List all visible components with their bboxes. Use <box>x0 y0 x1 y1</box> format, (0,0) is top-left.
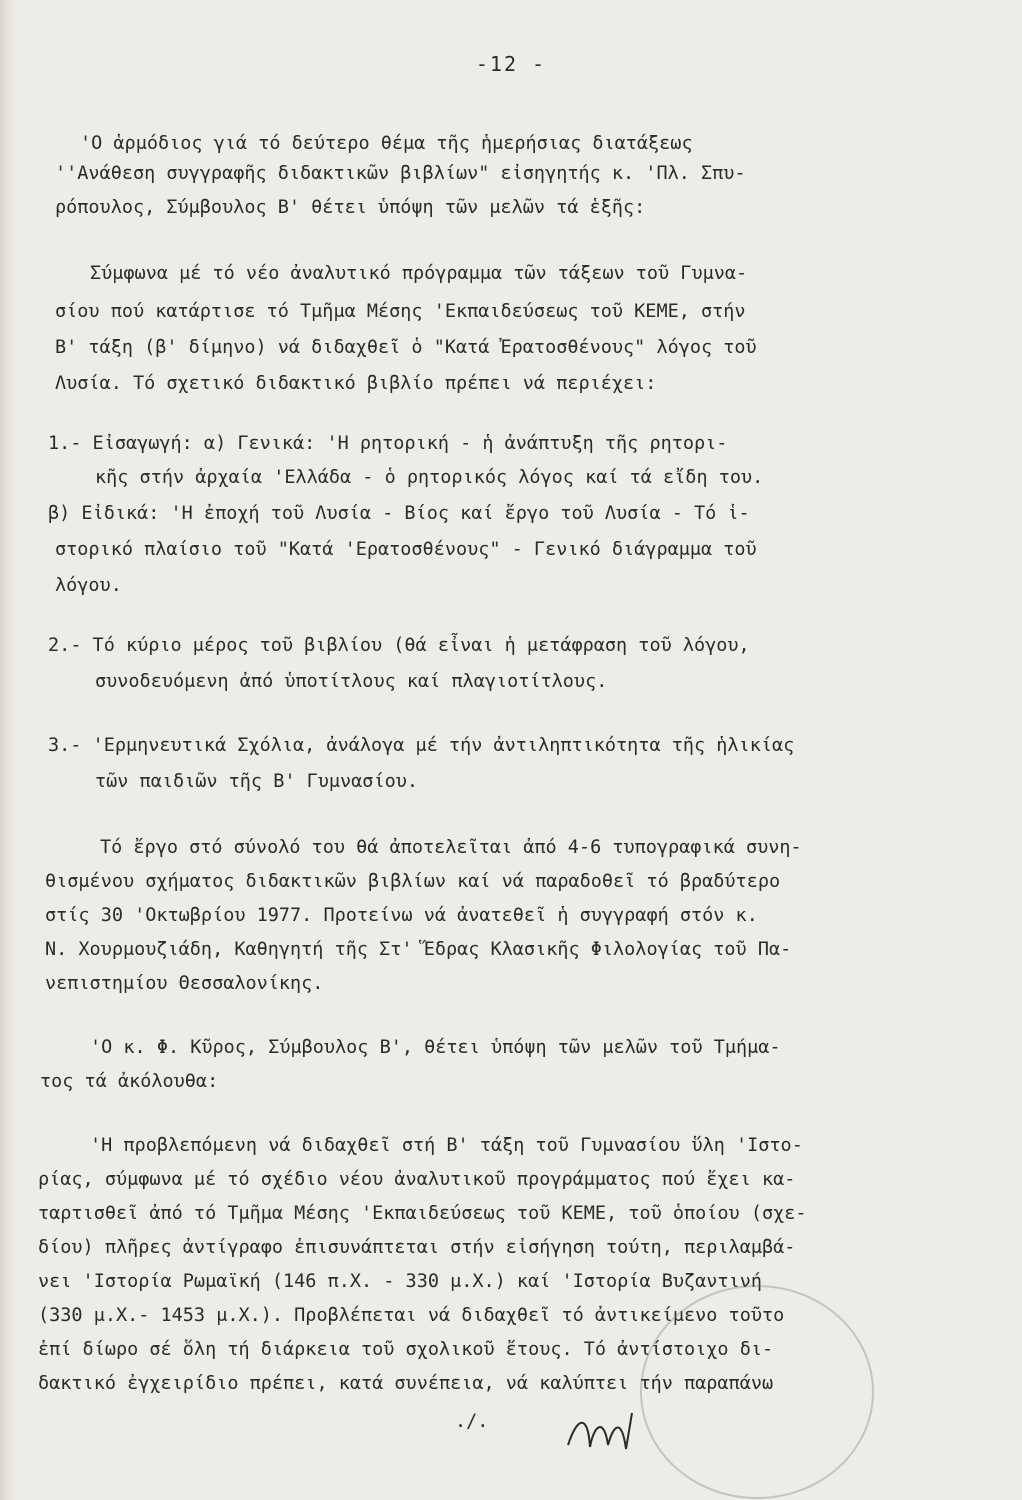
text-line: ρόπουλος, Σύμβουλος Β' θέτει ὑπόψη τῶν μελῶν τά ἑξῆς: <box>55 197 646 218</box>
text-line: κῆς στήν ἀρχαία 'Ελλάδα - ὁ ρητορικός λόγος καί τά εἴδη του. <box>95 467 764 488</box>
text-line: ρίας, σύμφωνα μέ τό σχέδιο νέου ἀναλυτικοῦ προγράμματος πού ἔχει κα- <box>38 1169 796 1190</box>
text-line: 'Ο κ. Φ. Κῦρος, Σύμβουλος Β', θέτει ὑπόψη τῶν μελῶν τοῦ Τμήμα- <box>90 1037 781 1058</box>
text-line: νεπιστημίου Θεσσαλονίκης. <box>45 973 324 994</box>
text-line: σίου πού κατάρτισε τό Τμῆμα Μέσης 'Εκπαιδεύσεως τοῦ ΚΕΜΕ, στήν <box>55 301 746 322</box>
text-line: συνοδευόμενη ἀπό ὑποτίτλους καί πλαγιοτίτλους. <box>95 671 608 692</box>
text-line: 'Ο ἁρμόδιος γιά τό δεύτερο θέμα τῆς ἡμερήσιας διατάξεως <box>80 133 693 154</box>
text-line: τος τά ἀκόλουθα: <box>40 1071 219 1092</box>
signature-mark <box>560 1405 650 1465</box>
text-line: στίς 30 'Οκτωβρίου 1977. Προτείνω νά ἀνατεθεῖ ἡ συγγραφή στόν κ. <box>45 905 758 926</box>
text-line: Β' τάξη (β' δίμηνο) νά διδαχθεῖ ὁ "Κατά Ἐρατοσθένους" λόγος τοῦ <box>55 337 757 358</box>
text-line: 2.- Τό κύριο μέρος τοῦ βιβλίου (θά εἶναι ἡ μετάφραση τοῦ λόγου, <box>48 635 750 656</box>
text-line: Σύμφωνα μέ τό νέο ἀναλυτικό πρόγραμμα τῶν τάξεων τοῦ Γυμνα- <box>90 263 748 284</box>
text-line: ''Ανάθεση συγγραφῆς διδακτικῶν βιβλίων" εἰσηγητής κ. 'Πλ. Σπυ- <box>55 163 746 184</box>
text-line: στορικό πλαίσιο τοῦ "Κατά 'Ερατοσθένους" - Γενικό διάγραμμα τοῦ <box>55 539 757 560</box>
text-line: λόγου. <box>55 575 122 596</box>
text-line: 3.- 'Ερμηνευτικά Σχόλια, ἀνάλογα μέ τήν ἀντιληπτικότητα τῆς ἡλικίας <box>48 735 795 756</box>
text-line: Τό ἔργο στό σύνολό του θά ἀποτελεῖται ἀπό 4-6 τυπογραφικά συνη- <box>100 837 802 858</box>
continuation-mark: ./. <box>455 1411 489 1432</box>
text-line: 'Η προβλεπόμενη νά διδαχθεῖ στή Β' τάξη τοῦ Γυμνασίου ὕλη 'Ιστο- <box>90 1135 803 1156</box>
page-number: -12 - <box>475 52 547 76</box>
text-line: (330 μ.Χ.- 1453 μ.Χ.). Προβλέπεται νά διδαχθεῖ τό ἀντικείμενο τοῦτο <box>38 1305 785 1326</box>
text-line: ἐπί δίωρο σέ ὅλη τή διάρκεια τοῦ σχολικοῦ ἔτους. Τό ἀντίστοιχο δι- <box>38 1339 774 1360</box>
text-line: Ν. Χουρμουζιάδη, Καθηγητή τῆς Στ' Ἕδρας Κλασικῆς Φιλολογίας τοῦ Πα- <box>45 939 792 960</box>
text-line: τῶν παιδιῶν τῆς Β' Γυμνασίου. <box>95 771 419 792</box>
text-line: δακτικό ἐγχειρίδιο πρέπει, κατά συνέπεια, νά καλύπτει τήν παραπάνω <box>38 1373 774 1394</box>
official-stamp <box>640 1285 874 1499</box>
text-line: νει 'Ιστορία Ρωμαϊκή (146 π.Χ. - 330 μ.Χ.) καί 'Ιστορία Βυζαντινή <box>38 1271 762 1292</box>
text-line: Λυσία. Τό σχετικό διδακτικό βιβλίο πρέπει νά περιέχει: <box>55 373 657 394</box>
text-line: δίου) πλῆρες ἀντίγραφο ἐπισυνάπτεται στήν εἰσήγηση τούτη, περιλαμβά- <box>38 1237 796 1258</box>
text-line: ταρτισθεῖ ἀπό τό Τμῆμα Μέσης 'Εκπαιδεύσεως τοῦ ΚΕΜΕ, τοῦ ὁποίου (σχε- <box>38 1203 807 1224</box>
text-line: β) Εἰδικά: 'Η ἐποχή τοῦ Λυσία - Βίος καί ἔργο τοῦ Λυσία - Τό ἱ- <box>48 503 750 524</box>
text-line: 1.- Εἰσαγωγή: α) Γενικά: 'Η ρητορική - ἡ ἀνάπτυξη τῆς ρητορι- <box>48 433 728 454</box>
scan-edge-shadow <box>0 0 14 1500</box>
text-line: θισμένου σχήματος διδακτικῶν βιβλίων καί νά παραδοθεῖ τό βραδύτερο <box>45 871 781 892</box>
